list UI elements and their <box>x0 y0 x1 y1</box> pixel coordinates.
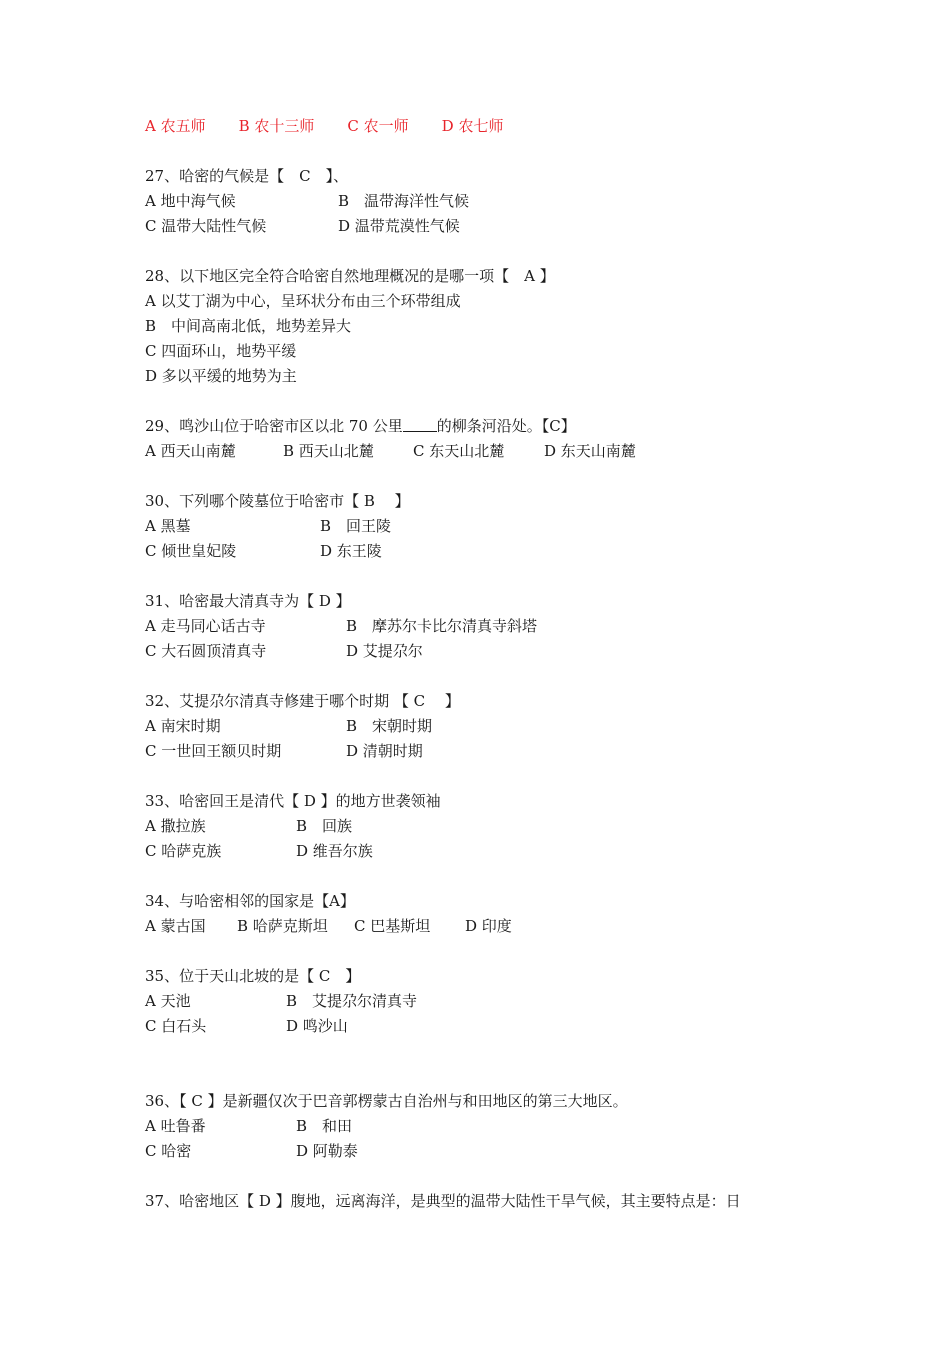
question-37 <box>145 1189 825 1214</box>
question-28 <box>145 264 825 389</box>
option-row <box>145 914 825 939</box>
option-b: B 温带海洋性气候 <box>338 192 470 210</box>
question-34 <box>145 889 825 939</box>
option-b: B 宋朝时期 <box>346 717 433 735</box>
option-c: C 哈密 <box>145 1142 192 1160</box>
option-row <box>145 1014 825 1039</box>
option-d: D 东天山南麓 <box>544 442 636 460</box>
fill-blank <box>403 414 437 432</box>
option-b: B 中间高南北低，地势差异大 <box>145 317 352 335</box>
option-d: D 阿勒泰 <box>296 1142 358 1160</box>
option-c: C 温带大陆性气候 <box>145 217 267 235</box>
option-a: A 以艾丁湖为中心，呈环状分布由三个环带组成 <box>145 292 461 310</box>
option-d: D 印度 <box>465 917 512 935</box>
question-stem: 33、哈密回王是清代【 D 】的地方世袭领袖 <box>145 792 441 810</box>
option-d: D 多以平缓的地势为主 <box>145 367 297 385</box>
option-row <box>145 739 825 764</box>
q26-option-c: C 农一师 <box>347 117 409 135</box>
option-row <box>145 214 825 239</box>
option-b: B 摩苏尔卡比尔清真寺斜塔 <box>346 617 538 635</box>
option-a: A 吐鲁番 <box>145 1117 206 1135</box>
option-b: B 和田 <box>296 1117 353 1135</box>
q26-option-a: A 农五师 <box>145 117 206 135</box>
question-stem: 28、以下地区完全符合哈密自然地理概况的是哪一项【 A 】 <box>145 267 555 285</box>
stem-pre: 29、鸣沙山位于哈密市区以北 70 公里 <box>145 417 403 435</box>
question-stem: 36、【 C 】是新疆仅次于巴音郭楞蒙古自治州与和田地区的第三大地区。 <box>145 1092 628 1110</box>
option-c: C 倾世皇妃陵 <box>145 542 237 560</box>
option-row <box>145 439 825 464</box>
question-32 <box>145 689 825 764</box>
option-b: B 回王陵 <box>320 517 392 535</box>
question-31 <box>145 589 825 664</box>
option-c: C 哈萨克族 <box>145 842 222 860</box>
stem-post: 的柳条河沿处。【C】 <box>436 417 576 435</box>
question-33 <box>145 789 825 864</box>
option-row <box>145 189 825 214</box>
question-stem: 31、哈密最大清真寺为【 D 】 <box>145 592 351 610</box>
question-stem: 35、位于天山北坡的是【 C 】 <box>145 967 361 985</box>
option-row <box>145 539 825 564</box>
option-a: A 走马同心话古寺 <box>145 617 266 635</box>
option-row <box>145 1139 825 1164</box>
question-stem <box>145 414 825 439</box>
q26-options <box>145 114 825 139</box>
option-b: B 西天山北麓 <box>283 442 374 460</box>
option-b: B 哈萨克斯坦 <box>237 917 328 935</box>
option-d: D 维吾尔族 <box>296 842 373 860</box>
q26-option-d: D 农七师 <box>441 117 504 135</box>
question-stem: 27、哈密的气候是【 C 】、 <box>145 167 349 185</box>
option-a: A 撒拉族 <box>145 817 206 835</box>
question-36 <box>145 1089 825 1164</box>
option-row <box>145 639 825 664</box>
option-row <box>145 814 825 839</box>
option-c: C 一世回王额贝时期 <box>145 742 282 760</box>
option-a: A 西天山南麓 <box>145 442 236 460</box>
option-row <box>145 1114 825 1139</box>
option-a: A 地中海气候 <box>145 192 236 210</box>
question-stem: 30、下列哪个陵墓位于哈密市【 B 】 <box>145 492 410 510</box>
question-27 <box>145 164 825 239</box>
option-a: A 蒙古国 <box>145 917 206 935</box>
option-row <box>145 514 825 539</box>
option-b: B 艾提尕尔清真寺 <box>286 992 418 1010</box>
option-d: D 清朝时期 <box>346 742 423 760</box>
option-d: D 艾提尕尔 <box>346 642 423 660</box>
question-stem: 37、哈密地区【 D 】腹地，远离海洋，是典型的温带大陆性干旱气候，其主要特点是：日 <box>145 1192 741 1210</box>
option-row <box>145 614 825 639</box>
option-d: D 温带荒漠性气候 <box>338 217 460 235</box>
option-a: A 黑墓 <box>145 517 191 535</box>
document-page <box>145 114 825 1214</box>
question-stem: 32、艾提尕尔清真寺修建于哪个时期 【 C 】 <box>145 692 460 710</box>
option-a: A 南宋时期 <box>145 717 221 735</box>
question-stem: 34、与哈密相邻的国家是【A】 <box>145 892 355 910</box>
option-row <box>145 989 825 1014</box>
option-c: C 四面环山，地势平缓 <box>145 342 297 360</box>
option-c: C 巴基斯坦 <box>354 917 431 935</box>
option-a: A 天池 <box>145 992 191 1010</box>
option-d: D 东王陵 <box>320 542 382 560</box>
option-c: C 白石头 <box>145 1017 207 1035</box>
option-c: C 大石圆顶清真寺 <box>145 642 267 660</box>
option-d: D 鸣沙山 <box>286 1017 348 1035</box>
question-35 <box>145 964 825 1039</box>
option-row <box>145 839 825 864</box>
option-b: B 回族 <box>296 817 353 835</box>
question-29 <box>145 414 825 464</box>
q26-option-b: B 农十三师 <box>238 117 315 135</box>
option-row <box>145 714 825 739</box>
question-30 <box>145 489 825 564</box>
option-c: C 东天山北麓 <box>413 442 505 460</box>
